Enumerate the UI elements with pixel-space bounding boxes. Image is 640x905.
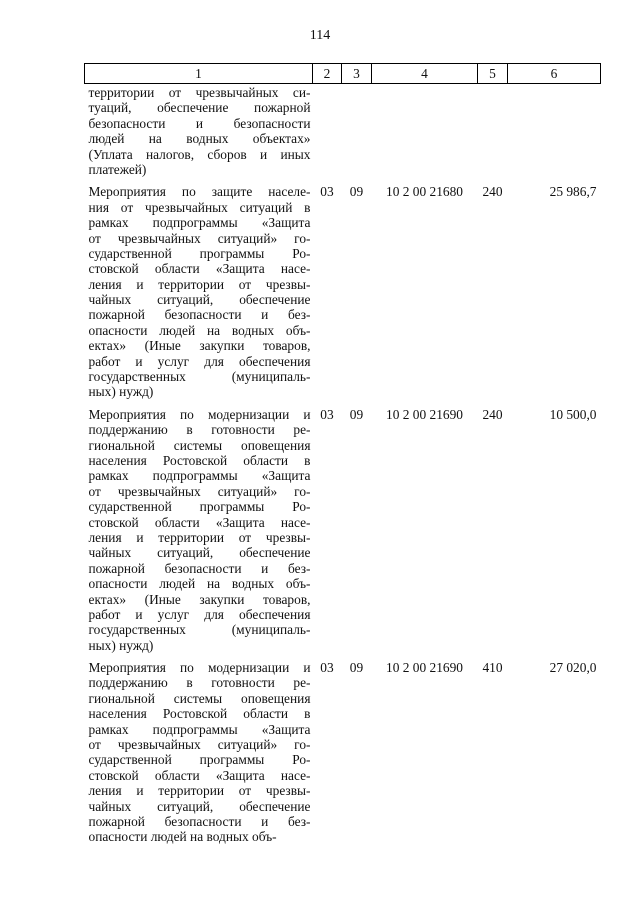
description-line: чайных ситуаций, обеспечение bbox=[88, 292, 311, 308]
description-line: ных) нужд) bbox=[88, 637, 154, 653]
description-line: пожарной безопасности и без- bbox=[88, 560, 311, 576]
description-line: чайных ситуаций, обеспечение bbox=[88, 798, 311, 814]
table-row bbox=[85, 653, 601, 845]
description-line: сударственной программы Ро- bbox=[88, 245, 311, 261]
column-header-6: 6 bbox=[508, 64, 601, 84]
section-code: 03 bbox=[320, 660, 334, 676]
description-line: опасности людей на водных объ- bbox=[88, 576, 311, 592]
table-header-row bbox=[85, 64, 601, 84]
amount-value: 10 500,0 bbox=[549, 406, 597, 422]
description-line: работ и услуг для обеспечения bbox=[88, 353, 311, 369]
page-number: 114 bbox=[309, 28, 331, 43]
description-line: сударственной программы Ро- bbox=[88, 499, 311, 515]
subsection-code: 09 bbox=[349, 406, 364, 422]
description-line: ных) нужд) bbox=[88, 384, 154, 400]
row-description bbox=[85, 653, 313, 845]
section-code bbox=[313, 84, 342, 178]
column-header-3: 3 bbox=[342, 64, 372, 84]
subsection-code: 09 bbox=[349, 660, 364, 676]
description-line: (Уплата налогов, сборов и иных bbox=[88, 146, 311, 162]
description-line: гиональной системы оповещения bbox=[88, 437, 311, 453]
description-line: от чрезвычайных ситуаций» го- bbox=[88, 230, 311, 246]
description-line: стовской области «Защита насе- bbox=[88, 261, 311, 277]
column-header-2: 2 bbox=[313, 64, 342, 84]
description-line: туаций, обеспечение пожарной bbox=[88, 100, 311, 116]
row-description bbox=[85, 177, 313, 399]
table-row bbox=[85, 400, 601, 653]
subsection-code bbox=[342, 84, 372, 178]
description-line: опасности людей на водных объ- bbox=[88, 829, 277, 845]
description-line: ектах» (Иные закупки товаров, bbox=[88, 591, 311, 607]
description-line: рамках подпрограммы «Защита bbox=[88, 215, 311, 231]
table-row bbox=[85, 177, 601, 399]
description-line: ления и территории от чрезвы- bbox=[88, 529, 311, 545]
amount-value bbox=[508, 84, 601, 178]
subsection-code: 09 bbox=[349, 184, 364, 200]
description-line: стовской области «Защита насе- bbox=[88, 767, 311, 783]
description-line: сударственной программы Ро- bbox=[88, 752, 311, 768]
description-line: государственных (муниципаль- bbox=[88, 622, 311, 638]
row-description bbox=[85, 400, 313, 653]
description-line: Мероприятия по модернизации и bbox=[88, 406, 311, 422]
column-header-1: 1 bbox=[85, 64, 313, 84]
description-line: работ и услуг для обеспечения bbox=[88, 606, 311, 622]
description-line: рамках подпрограммы «Защита bbox=[88, 468, 311, 484]
column-header-5: 5 bbox=[478, 64, 508, 84]
target-article-code: 10 2 00 21680 bbox=[386, 184, 463, 200]
description-line: государственных (муниципаль- bbox=[88, 369, 311, 385]
description-line: ектах» (Иные закупки товаров, bbox=[88, 338, 311, 354]
expense-type-code: 240 bbox=[482, 406, 503, 422]
description-line: стовской области «Защита насе- bbox=[88, 514, 311, 530]
description-line: населения Ростовской области в bbox=[88, 452, 311, 468]
description-line: людей на водных объектах» bbox=[88, 131, 311, 147]
description-line: от чрезвычайных ситуаций» го- bbox=[88, 737, 311, 753]
budget-table bbox=[84, 63, 601, 845]
description-line: платежей) bbox=[88, 161, 147, 177]
description-line: пожарной безопасности и без- bbox=[88, 813, 311, 829]
amount-value: 25 986,7 bbox=[549, 184, 597, 200]
description-line: поддержанию в готовности ре- bbox=[88, 422, 311, 438]
description-line: от чрезвычайных ситуаций» го- bbox=[88, 483, 311, 499]
row-description bbox=[85, 84, 313, 178]
description-line: ления и территории от чрезвы- bbox=[88, 783, 311, 799]
description-line: рамках подпрограммы «Защита bbox=[88, 721, 311, 737]
description-line: безопасности и безопасности bbox=[88, 115, 311, 131]
target-article-code: 10 2 00 21690 bbox=[386, 660, 463, 676]
expense-type-code: 240 bbox=[482, 184, 503, 200]
section-code: 03 bbox=[320, 184, 334, 200]
target-article-code bbox=[372, 84, 478, 178]
expense-type-code bbox=[478, 84, 508, 178]
description-line: чайных ситуаций, обеспечение bbox=[88, 545, 311, 561]
description-line: ния от чрезвычайных ситуаций в bbox=[88, 199, 311, 215]
description-line: населения Ростовской области в bbox=[88, 706, 311, 722]
amount-value: 27 020,0 bbox=[549, 660, 597, 676]
expense-type-code: 410 bbox=[482, 660, 503, 676]
description-line: опасности людей на водных объ- bbox=[88, 322, 311, 338]
table-row bbox=[85, 84, 601, 178]
table-body bbox=[85, 84, 601, 845]
description-line: ления и территории от чрезвы- bbox=[88, 276, 311, 292]
description-line: пожарной безопасности и без- bbox=[88, 307, 311, 323]
target-article-code: 10 2 00 21690 bbox=[386, 406, 463, 422]
section-code: 03 bbox=[320, 406, 334, 422]
description-line: поддержанию в готовности ре- bbox=[88, 675, 311, 691]
column-header-4: 4 bbox=[372, 64, 478, 84]
description-line: Мероприятия по модернизации и bbox=[88, 660, 311, 676]
description-line: Мероприятия по защите населе- bbox=[88, 184, 311, 200]
description-line: гиональной системы оповещения bbox=[88, 690, 311, 706]
description-line: территории от чрезвычайных си- bbox=[88, 85, 311, 100]
